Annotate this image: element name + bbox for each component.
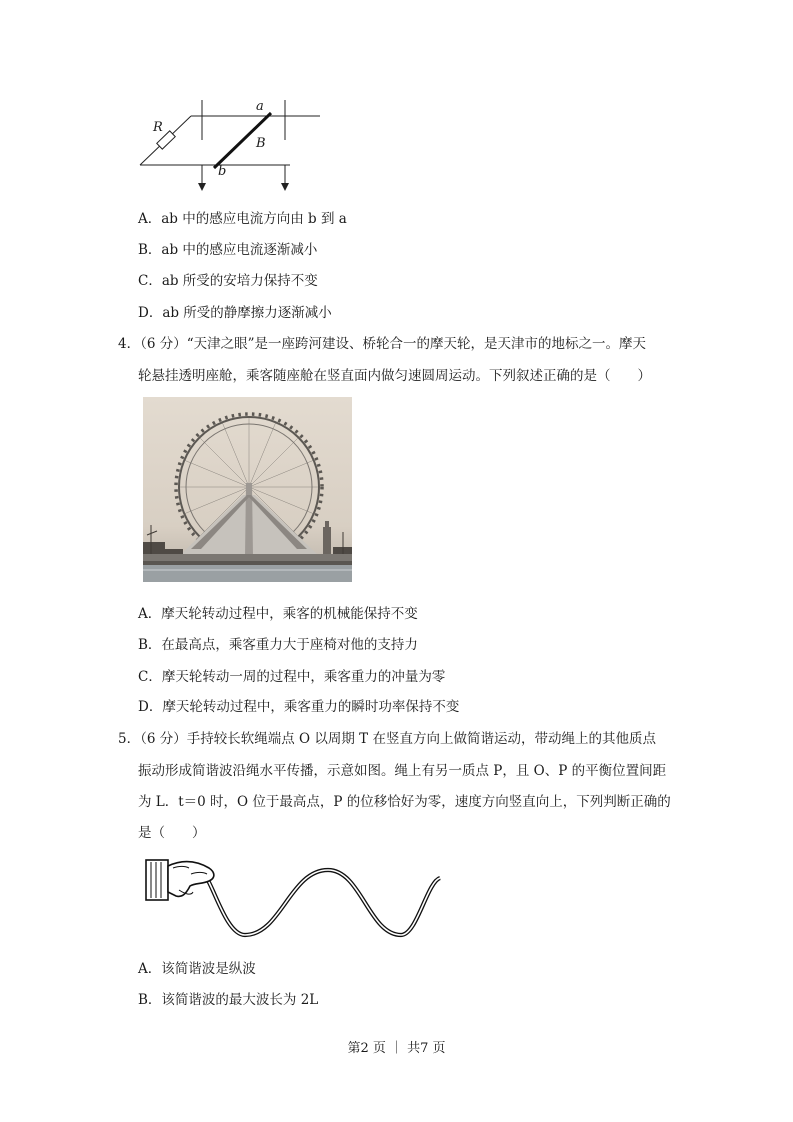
label-b-field: B bbox=[256, 136, 266, 151]
q5-stem-line-1: 5．（6 分）手持较长软绳端点 O 以周期 T 在竖直方向上做简谐运动，带动绳上的其他质点 bbox=[118, 731, 656, 747]
q3-option-b: B．ab 中的感应电流逐渐减小 bbox=[138, 242, 318, 258]
q4-stem-line-2: 轮悬挂透明座舱，乘客随座舱在竖直面内做匀速圆周运动。下列叙述正确的是（ ） bbox=[138, 368, 651, 384]
label-a: a bbox=[256, 99, 264, 114]
q5-option-b: B．该简谐波的最大波长为 2L bbox=[138, 992, 319, 1008]
q4-option-d: D．摩天轮转动过程中，乘客重力的瞬时功率保持不变 bbox=[138, 699, 460, 715]
q3-option-c: C．ab 所受的安培力保持不变 bbox=[138, 273, 318, 289]
q3-option-a: A．ab 中的感应电流方向由 b 到 a bbox=[138, 211, 347, 227]
ferris-wheel-photo bbox=[143, 397, 352, 582]
hand-rope-wave-figure bbox=[143, 850, 443, 940]
q4-stem-line-1: 4．（6 分）“天津之眼”是一座跨河建设、桥轮合一的摩天轮，是天津市的地标之一。摩天 bbox=[118, 336, 647, 352]
q5-stem-line-3: 为 L．t＝0 时，O 位于最高点，P 的位移恰好为零，速度方向竖直向上，下列判断正确的 bbox=[138, 794, 671, 810]
q4-option-c: C．摩天轮转动一周的过程中，乘客重力的冲量为零 bbox=[138, 669, 446, 685]
label-r: R bbox=[153, 120, 163, 135]
label-b-end: b bbox=[218, 164, 227, 179]
q5-stem-line-4: 是（ ） bbox=[138, 825, 206, 841]
q3-circuit-figure bbox=[130, 95, 330, 195]
q4-option-b: B．在最高点，乘客重力大于座椅对他的支持力 bbox=[138, 637, 418, 653]
page-footer: 第2 页 ｜ 共7 页 bbox=[347, 1041, 446, 1056]
q3-option-d: D．ab 所受的静摩擦力逐渐减小 bbox=[138, 305, 332, 321]
q4-option-a: A．摩天轮转动过程中，乘客的机械能保持不变 bbox=[138, 606, 418, 622]
q5-stem-line-2: 振动形成简谐波沿绳水平传播，示意如图。绳上有另一质点 P，且 O、P 的平衡位置间距 bbox=[138, 763, 667, 779]
q5-option-a: A．该简谐波是纵波 bbox=[138, 961, 256, 977]
